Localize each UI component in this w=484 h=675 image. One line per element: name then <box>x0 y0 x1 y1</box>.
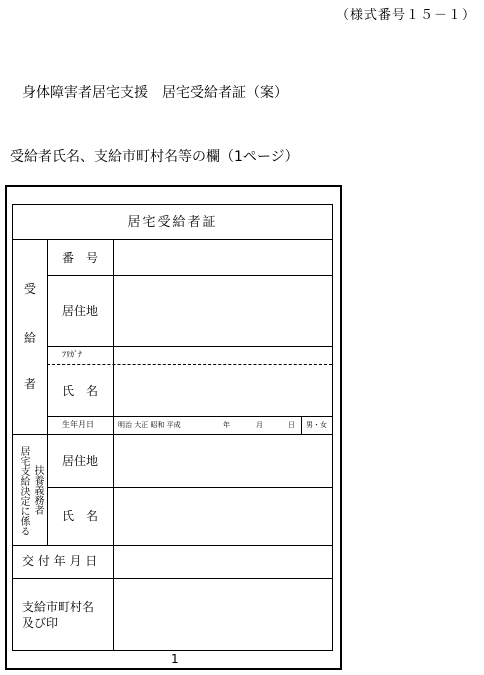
form-number: （様式番号１５－１） <box>335 8 476 23</box>
card-title: 居宅受給者証 <box>127 215 218 230</box>
sex-field: 男・女 <box>306 421 327 429</box>
birthdate-label: 生年月日 <box>62 420 94 429</box>
name-row-divider <box>47 416 332 417</box>
support-obligor-label: 扶養義務者 <box>32 465 43 515</box>
birthdate-month: 月 <box>256 421 263 429</box>
provider-address-divider <box>47 487 332 488</box>
municipality-label-line1: 支給市町村名 <box>22 600 95 614</box>
provider-section-label: 居宅支給決定に係る <box>18 446 29 536</box>
number-label: 番 号 <box>62 251 99 265</box>
recipient-label-char-3: 者 <box>24 377 37 391</box>
name-label: 氏 名 <box>62 384 99 398</box>
birthdate-eras: 明治 大正 昭和 平成 <box>118 421 181 429</box>
field-label-divider <box>113 239 114 545</box>
furigana-label: ﾌﾘｶﾞﾅ <box>62 350 82 359</box>
birthdate-year: 年 <box>223 421 230 429</box>
provider-name-label: 氏 名 <box>62 509 99 523</box>
lower-field-divider <box>113 545 114 650</box>
recipient-label-char-2: 給 <box>24 331 37 345</box>
document-title: 身体障害者居宅支援 居宅受給者証（案） <box>22 85 288 101</box>
page-number: 1 <box>171 652 179 666</box>
provider-address-label: 居住地 <box>62 454 99 468</box>
issue-date-label: 交 付 年 月 日 <box>22 554 98 568</box>
number-row-divider <box>47 275 332 276</box>
municipality-label-line2: 及び印 <box>22 616 59 630</box>
provider-section-divider <box>13 545 332 546</box>
address-label: 居住地 <box>62 304 99 318</box>
section-label-divider <box>47 239 48 545</box>
sex-divider <box>301 416 302 434</box>
recipient-section-divider <box>13 434 332 435</box>
section-title: 受給者氏名、支給市町村名等の欄（1ページ） <box>10 149 299 165</box>
furigana-dashed-divider <box>47 364 332 365</box>
title-divider <box>13 239 332 240</box>
issue-date-divider <box>13 578 332 579</box>
recipient-label-char-1: 受 <box>24 282 37 296</box>
address-row-divider <box>47 346 332 347</box>
birthdate-day: 日 <box>288 421 295 429</box>
recipient-certificate-card <box>12 204 333 651</box>
